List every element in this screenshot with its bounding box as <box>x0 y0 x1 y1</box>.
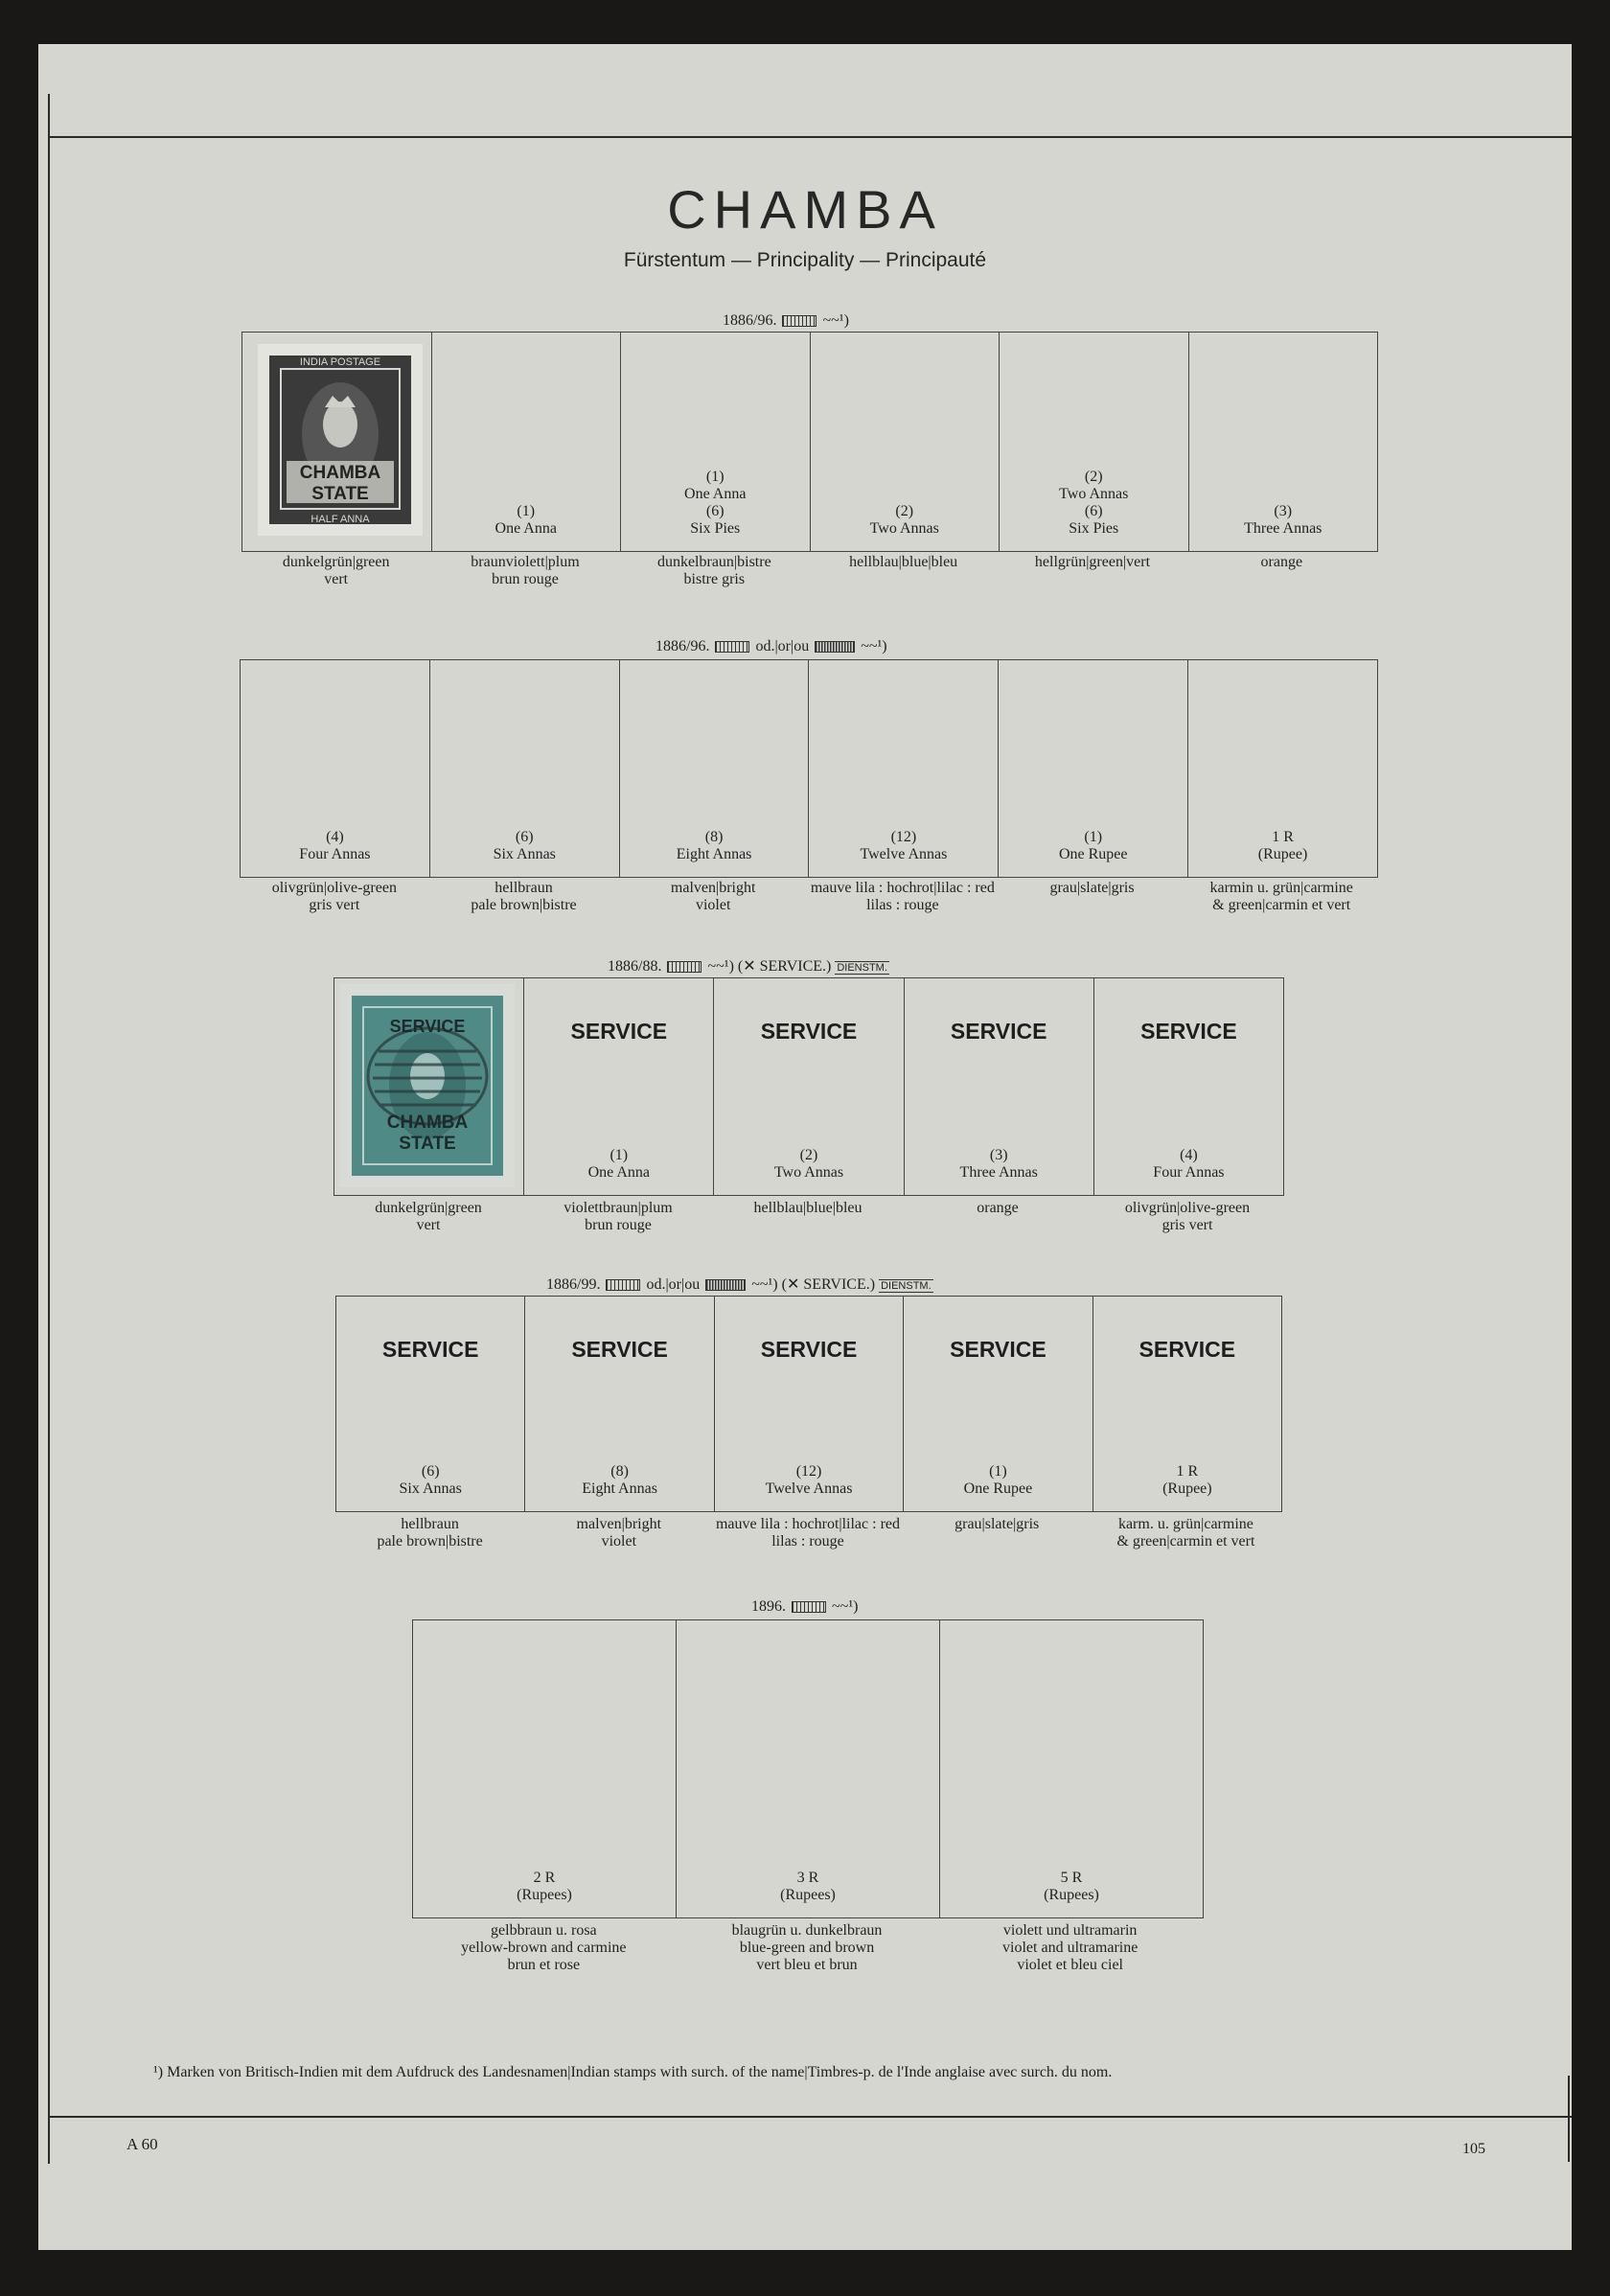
right-rule <box>1568 2076 1570 2162</box>
perforation-icon <box>606 1279 640 1291</box>
color-labels <box>242 554 1376 588</box>
stamp-space[interactable] <box>904 1297 1092 1511</box>
svg-text:STATE: STATE <box>311 484 369 504</box>
stamp-row-1 <box>242 332 1378 552</box>
color-label: violett und ultramarin violet and ultramarine violet et bleu ciel <box>1002 1922 1138 1973</box>
stamp-space[interactable] <box>1188 660 1377 877</box>
stamp-space[interactable] <box>1189 333 1378 551</box>
service-label: SERVICE <box>760 1337 858 1362</box>
perforation-icon <box>705 1279 746 1291</box>
page-subtitle: Fürstentum — Principality — Principauté <box>623 249 987 271</box>
svg-text:SERVICE: SERVICE <box>389 1017 466 1036</box>
stamp-space[interactable] <box>905 978 1094 1195</box>
color-labels <box>334 1200 1282 1234</box>
service-label: SERVICE <box>570 1019 668 1044</box>
stamp-space[interactable] <box>1093 1297 1281 1511</box>
svg-text:INDIA POSTAGE: INDIA POSTAGE <box>299 356 381 368</box>
stamp-value: (1) One Anna (6) Six Pies <box>684 469 747 537</box>
stamp-value: (8) Eight Annas <box>582 1463 657 1497</box>
stamp-value: (2) Two Annas <box>773 1147 844 1181</box>
stamp-value: (6) Six Annas <box>399 1463 462 1497</box>
stamp-value: (2) Two Annas <box>869 503 939 537</box>
color-labels <box>335 1516 1280 1550</box>
service-label: SERVICE <box>950 1337 1046 1362</box>
stamp-value: (8) Eight Annas <box>676 829 752 862</box>
color-label: orange <box>1260 554 1303 570</box>
stamp-value: (12) Twelve Annas <box>765 1463 853 1497</box>
stamp-space[interactable] <box>432 333 622 551</box>
stamp-space[interactable] <box>430 660 620 877</box>
stamp-space[interactable] <box>715 1297 904 1511</box>
color-label: karm. u. grün|carmine & green|carmin et vert <box>1116 1516 1255 1550</box>
color-label: dunkelgrün|green vert <box>282 554 390 587</box>
stamp-row-4 <box>335 1296 1282 1512</box>
svg-text:STATE: STATE <box>399 1134 456 1154</box>
stamp-value: (4) Four Annas <box>299 829 371 862</box>
perforation-icon <box>782 315 816 327</box>
stamp-value: 2 R (Rupees) <box>517 1870 572 1903</box>
color-label: mauve lila : hochrot|lilac : red lilas : rouge <box>715 1516 901 1550</box>
service-label: SERVICE <box>760 1019 858 1044</box>
stamp-space[interactable] <box>336 1297 525 1511</box>
color-label: olivgrün|olive-green gris vert <box>1124 1200 1251 1233</box>
perforation-icon <box>667 961 702 973</box>
album-reference: A 60 <box>126 2135 158 2153</box>
color-label: orange <box>977 1200 1019 1216</box>
color-label: malven|bright violet <box>670 880 756 913</box>
stamp-value: 1 R (Rupee) <box>1257 829 1308 862</box>
stamp-image <box>258 344 423 536</box>
footnote: ¹) Marken von Britisch-Indien mit dem Aufdruck des Landesnamen|Indian stamps with surch. of the name|Timbres-p. de l'Inde anglaise avec surch. du nom. <box>153 2064 1113 2080</box>
stamp-space[interactable] <box>334 978 524 1195</box>
perforation-icon <box>715 641 749 653</box>
color-label: hellbraun pale brown|bistre <box>377 1516 483 1550</box>
stamp-space[interactable] <box>940 1620 1203 1917</box>
section-heading: 1886/99. od.|or|ou ~~¹) (✕ SERVICE.) DIENSTM. <box>546 1276 932 1293</box>
stamp-value: (1) One Anna <box>587 1147 651 1181</box>
stamp-value: (12) Twelve Annas <box>860 829 948 862</box>
service-label: SERVICE <box>381 1337 479 1362</box>
service-label: SERVICE <box>571 1337 668 1362</box>
stamp-space[interactable] <box>241 660 430 877</box>
svg-text:HALF ANNA: HALF ANNA <box>310 514 370 525</box>
section-heading: 1896. ~~¹) <box>751 1598 859 1615</box>
color-label: dunkelgrün|green vert <box>375 1200 482 1233</box>
service-label: SERVICE <box>950 1019 1047 1044</box>
stamp-value: 1 R (Rupee) <box>1162 1463 1212 1497</box>
stamp-space[interactable] <box>620 660 810 877</box>
color-label: gelbbraun u. rosa yellow-brown and carmine brun et rose <box>461 1922 627 1973</box>
service-label: SERVICE <box>1140 1019 1237 1044</box>
album-page <box>38 44 1572 2250</box>
perforation-icon <box>792 1601 826 1613</box>
page-title: CHAMBA <box>667 179 943 240</box>
stamp-space[interactable] <box>714 978 904 1195</box>
stamp-value: (1) One Rupee <box>963 1463 1033 1497</box>
stamp-value: (3) Three Annas <box>959 1147 1038 1181</box>
stamp-row-5 <box>412 1619 1204 1918</box>
stamp-space[interactable] <box>677 1620 940 1917</box>
bottom-rule <box>48 2116 1572 2118</box>
svg-text:CHAMBA: CHAMBA <box>299 463 381 483</box>
color-label: malven|bright violet <box>576 1516 662 1550</box>
stamp-value: (1) One Rupee <box>1058 829 1128 862</box>
svg-text:CHAMBA: CHAMBA <box>386 1113 469 1133</box>
stamp-space[interactable] <box>524 978 714 1195</box>
section-heading: 1886/96. od.|or|ou ~~¹) <box>656 638 887 654</box>
color-labels <box>240 880 1376 914</box>
color-label: braunviolett|plum brun rouge <box>471 554 580 587</box>
stamp-space[interactable] <box>621 333 811 551</box>
stamp-row-3 <box>334 977 1284 1196</box>
color-label: mauve lila : hochrot|lilac : red lilas : rouge <box>810 880 995 913</box>
stamp-space[interactable] <box>242 333 432 551</box>
stamp-value: (1) One Anna <box>494 503 557 537</box>
section-heading: 1886/96. ~~¹) <box>723 312 849 329</box>
stamp-space[interactable] <box>809 660 999 877</box>
color-label: hellbraun pale brown|bistre <box>471 880 577 913</box>
color-label: grau|slate|gris <box>954 1516 1040 1532</box>
color-labels <box>412 1922 1202 1974</box>
stamp-value: (2) Two Annas (6) Six Pies <box>1059 469 1129 537</box>
top-rule <box>48 136 1572 138</box>
color-label: hellblau|blue|bleu <box>753 1200 862 1216</box>
color-label: violettbraun|plum brun rouge <box>564 1200 673 1233</box>
stamp-value: (3) Three Annas <box>1244 503 1322 537</box>
stamp-space[interactable] <box>999 660 1188 877</box>
service-label: SERVICE <box>1138 1337 1236 1362</box>
stamp-image <box>340 984 515 1187</box>
color-label: hellblau|blue|bleu <box>849 554 958 570</box>
color-label: grau|slate|gris <box>1049 880 1135 896</box>
color-label: blaugrün u. dunkelbraun blue-green and brown vert bleu et brun <box>731 1922 883 1973</box>
color-label: dunkelbraun|bistre bistre gris <box>656 554 771 587</box>
page-number: 105 <box>1462 2141 1485 2157</box>
left-rule <box>48 94 50 2164</box>
stamp-space[interactable] <box>413 1620 677 1917</box>
stamp-value: 5 R (Rupees) <box>1044 1870 1099 1903</box>
color-label: hellgrün|green|vert <box>1034 554 1151 570</box>
section-heading: 1886/88. ~~¹) (✕ SERVICE.) DIENSTM. <box>608 958 887 975</box>
stamp-value: (6) Six Annas <box>493 829 556 862</box>
stamp-value: (4) Four Annas <box>1153 1147 1225 1181</box>
stamp-space[interactable] <box>811 333 1000 551</box>
stamp-space[interactable] <box>1094 978 1283 1195</box>
stamp-space[interactable] <box>1000 333 1189 551</box>
color-label: olivgrün|olive-green gris vert <box>271 880 397 913</box>
color-label: karmin u. grün|carmine & green|carmin et vert <box>1209 880 1353 913</box>
stamp-value: 3 R (Rupees) <box>780 1870 836 1903</box>
perforation-icon <box>815 641 855 653</box>
stamp-space[interactable] <box>525 1297 714 1511</box>
stamp-row-2 <box>240 659 1378 878</box>
